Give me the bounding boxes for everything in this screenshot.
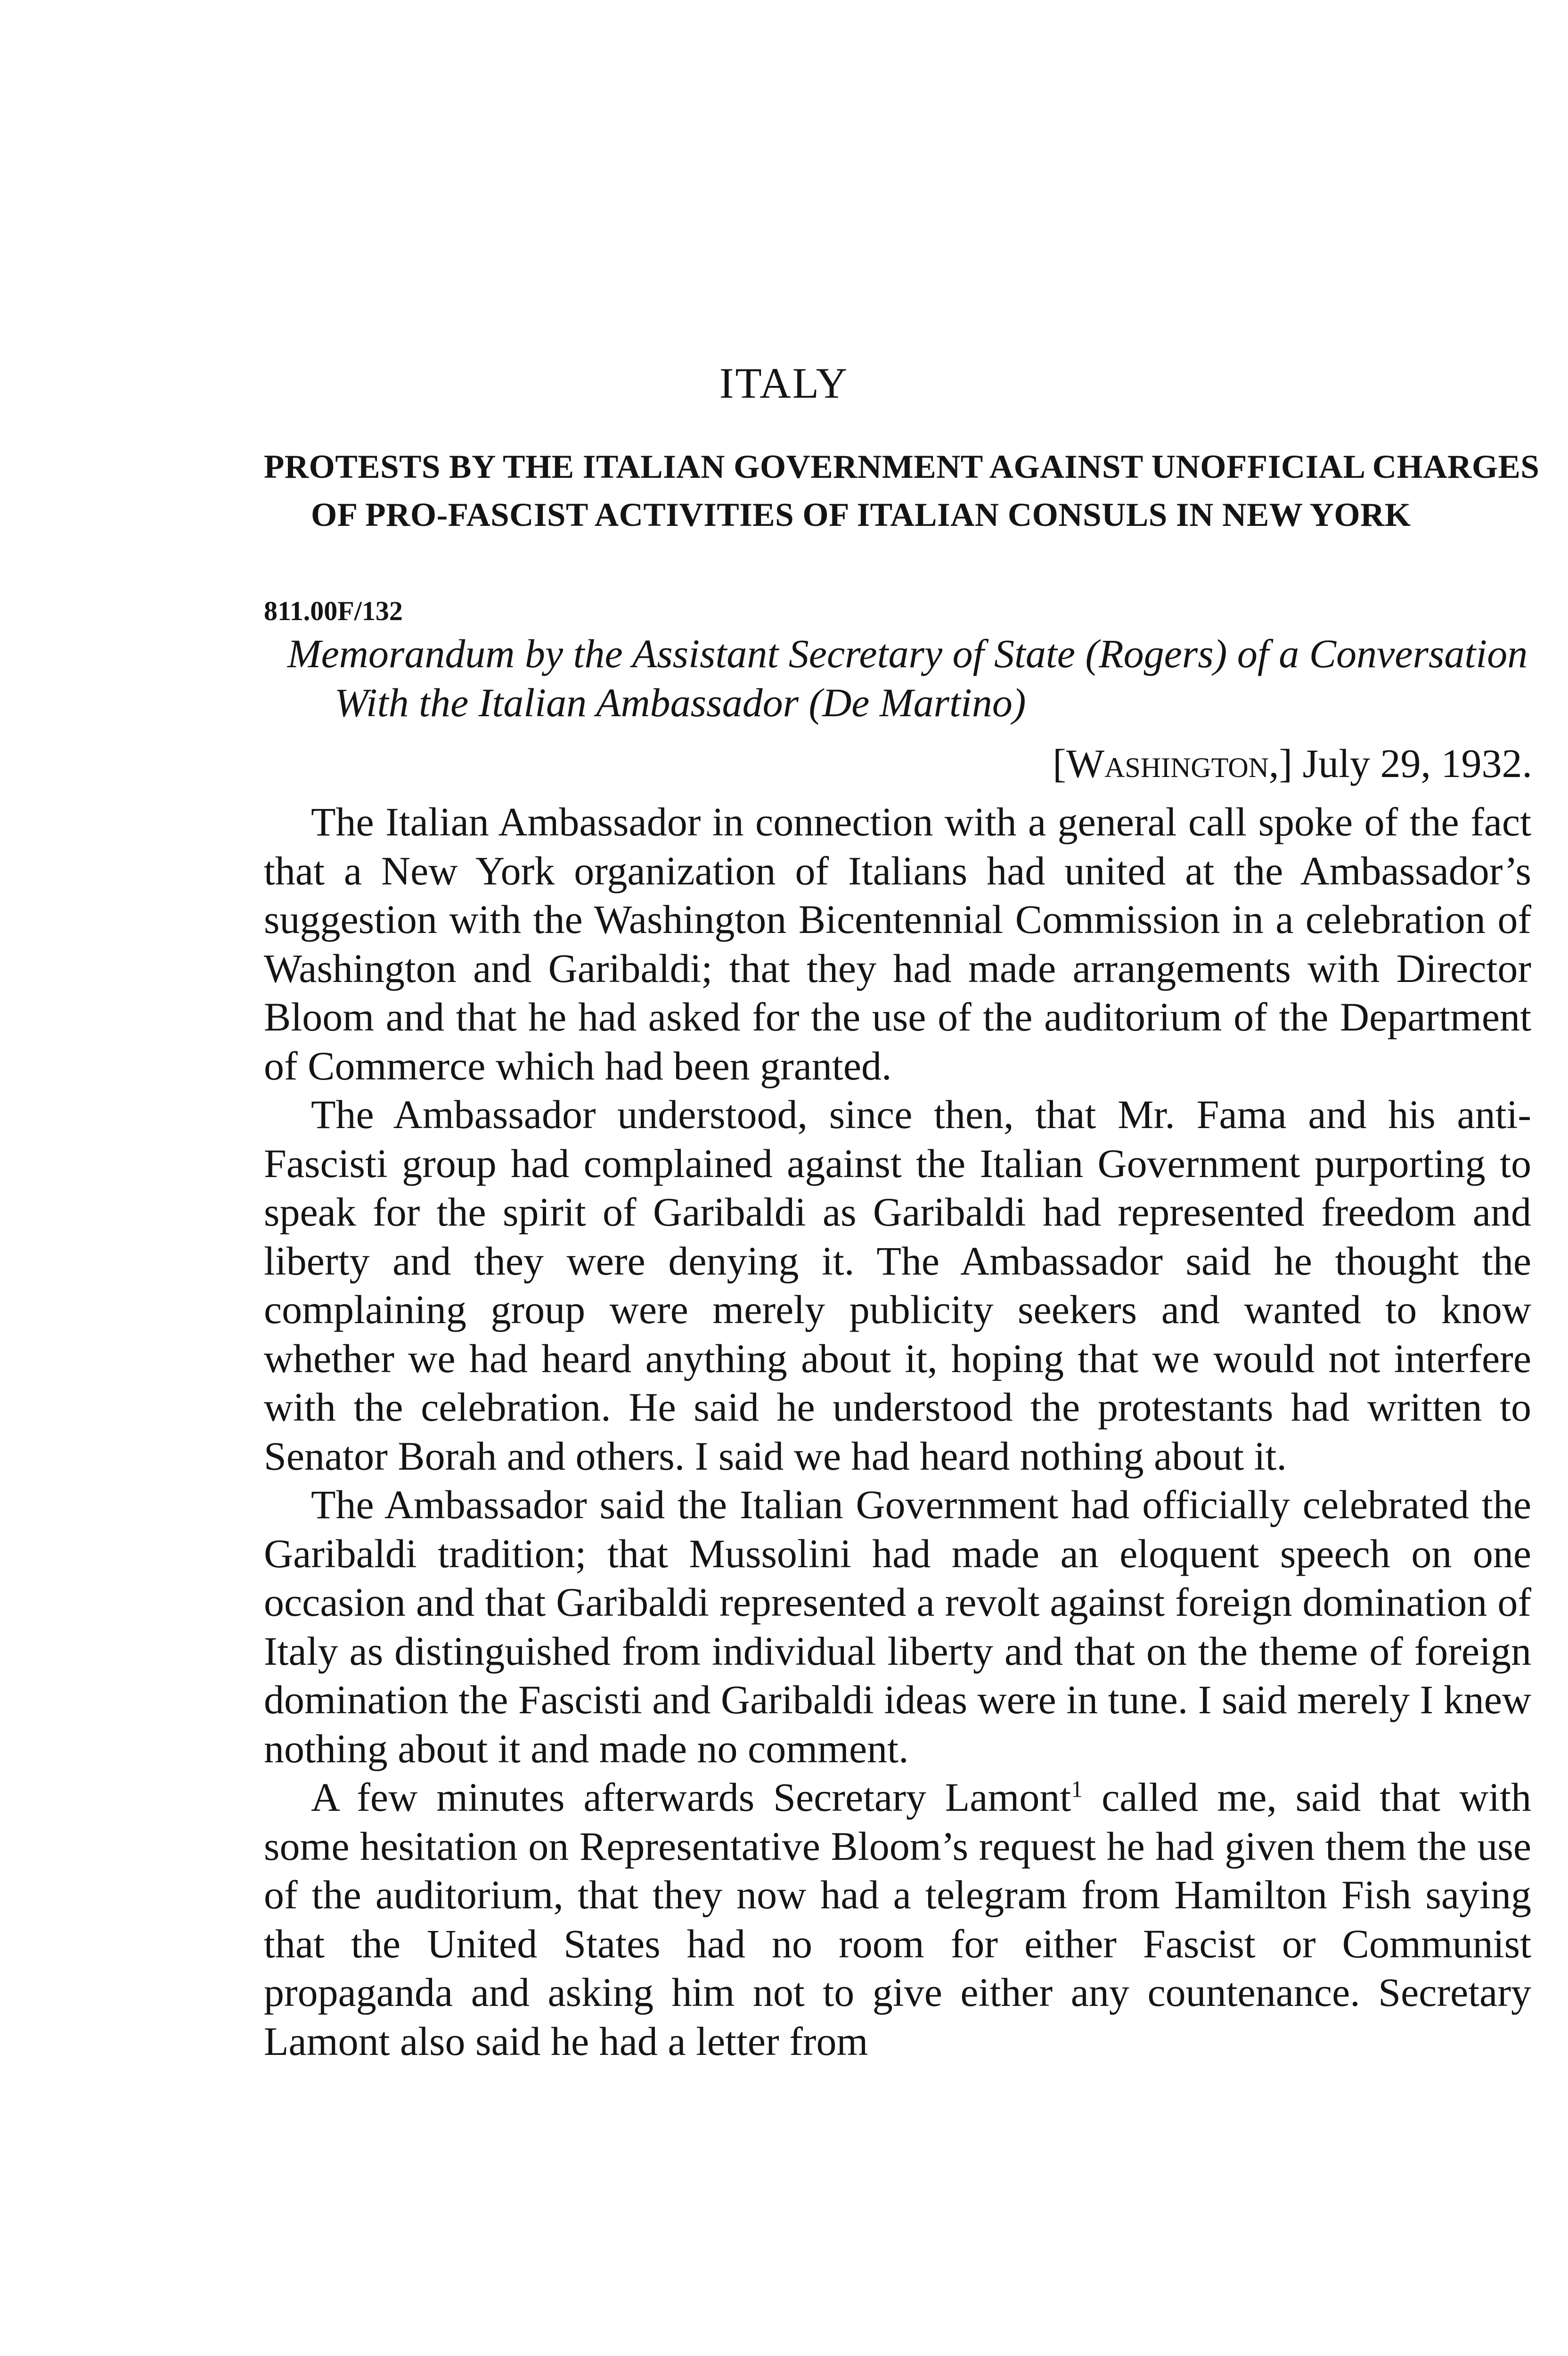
body-paragraph: The Ambassador said the Italian Government had officially celebrated the Garibaldi tradition; that Mussolini had made an eloquent speech on one occasion and that Garibaldi represented a revolt against foreign domination of Italy as distinguished from individual liberty and that on the theme of foreign domination the Fascisti and Garibaldi ideas were in tune. I said merely I knew nothing about it and made no comment. [264, 1482, 1531, 1771]
footnote-reference: 1 [1071, 1776, 1083, 1802]
body-paragraph: The Ambassador understood, since then, that Mr. Fama and his anti-Fascisti group had complained against the Italian Government purporting to speak for the spirit of Garibaldi as Garibaldi had represented freedom and liberty and they were denying it. The Ambassador said he thought the complaining group were merely publicity seekers and wanted to know whether we had heard anything about it, hoping that we would not interfere with the celebration. He said he understood the protestants had written to Senator Borah and others. I said we had heard nothing about it. [264, 1092, 1531, 1479]
section-heading: PROTESTS BY THE ITALIAN GOVERNMENT AGAINST UNOFFICIAL CHARGES OF PRO-FASCIST ACTIVITIES OF ITALIAN CONSULS IN NEW YORK [264, 449, 1540, 533]
memo-body [264, 798, 1531, 2066]
memo-title: Memorandum by the Assistant Secretary of State (Rogers) of a Conversation With the Italian Ambassador (De Martino) [287, 631, 1528, 725]
body-paragraph: The Italian Ambassador in connection with a general call spoke of the fact that a New York organization of Italians had united at the Ambassador’s suggestion with the Washington Bicentennial Commission in a celebration of Washington and Garibaldi; that they had made arrangements with Director Bloom and that he had asked for the use of the auditorium of the Department of Commerce which had been granted. [264, 799, 1531, 1088]
file-number: 811.00F/132 [264, 596, 403, 626]
dateline-place: Washington, [1066, 741, 1279, 786]
dateline-date: July 29, 1932. [1302, 741, 1532, 786]
body-paragraph [264, 1773, 1531, 2066]
country-heading: ITALY [719, 359, 849, 407]
paragraph-text-start: A few minutes afterwards Secretary Lamont [311, 1775, 1071, 1820]
dateline: [Washington,] July 29, 1932. [1053, 741, 1532, 786]
paragraph-text-end: called me, said that with some hesitation on Representative Bloom’s request he had given them the use of the auditorium, that they now had a telegram from Hamilton Fish saying that the United States had no room for either Fascist or Communist propaganda and asking him not to give either any countenance. Secretary Lamont also said he had a letter from [264, 1775, 1532, 2064]
